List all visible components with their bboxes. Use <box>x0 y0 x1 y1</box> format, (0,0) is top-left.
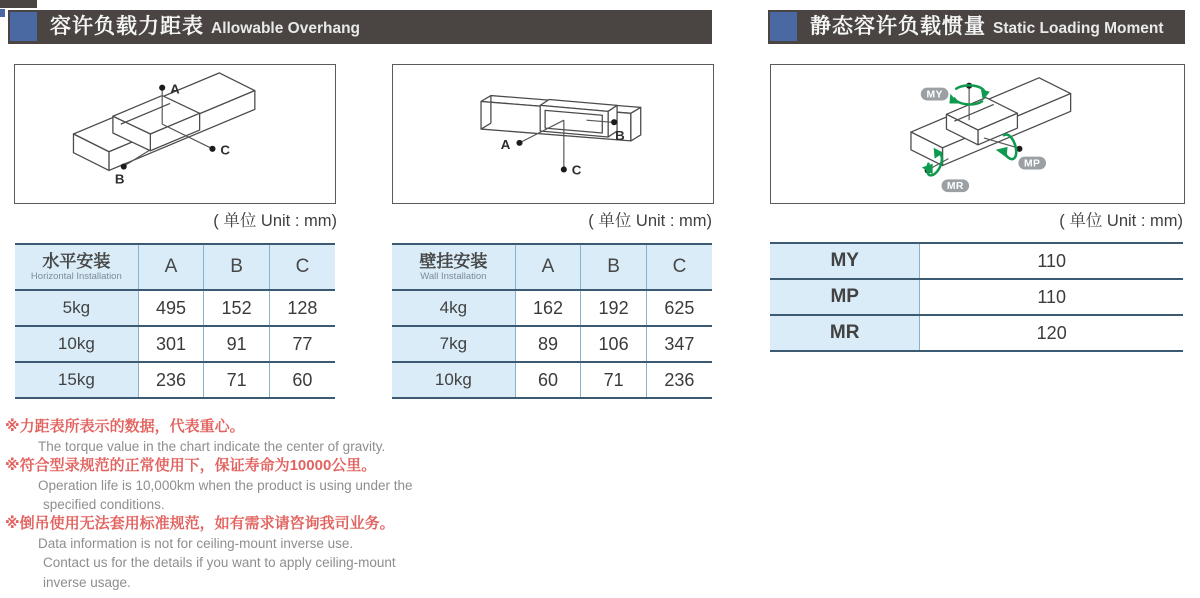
table-row <box>770 243 1183 279</box>
value-cell: 347 <box>646 326 712 362</box>
moment-cell: MY <box>770 243 920 279</box>
column-header-c: C <box>269 244 335 290</box>
value-cell: 60 <box>515 362 581 398</box>
horizontal-installation-table <box>15 243 335 399</box>
value-cell: 60 <box>269 362 335 398</box>
moment-label-mr: MR <box>946 181 964 193</box>
page-edge-artifact-blue <box>0 9 5 17</box>
point-label-a: A <box>170 81 180 97</box>
load-cell: 15kg <box>15 362 138 398</box>
horizontal-installation-diagram <box>14 64 336 204</box>
footnote-en: specified conditions. <box>43 497 165 512</box>
moment-cell: MR <box>770 315 920 351</box>
point-label-b: B <box>114 171 125 187</box>
value-cell: 77 <box>269 326 335 362</box>
value-cell: 236 <box>138 362 204 398</box>
moment-label-my: MY <box>926 89 943 101</box>
header-en: Wall Installation <box>420 271 487 282</box>
load-cell: 10kg <box>392 362 515 398</box>
table-row <box>392 326 712 362</box>
value-cell: 71 <box>581 362 647 398</box>
page-edge-artifact-dark <box>0 0 37 8</box>
moment-label-mp: MP <box>1024 158 1041 170</box>
static-moment-diagram <box>770 64 1185 204</box>
unit-label: ( 单位 Unit : mm) <box>588 212 712 230</box>
footnote-zh: ※符合型录规范的正常使用下，保证寿命为10000公里。 <box>5 457 377 474</box>
load-cell: 7kg <box>392 326 515 362</box>
table-row <box>392 290 712 326</box>
column-header-a: A <box>515 244 581 290</box>
load-cell: 5kg <box>15 290 138 326</box>
point-label-b: B <box>615 127 625 143</box>
footnotes <box>5 417 485 592</box>
unit-label: ( 单位 Unit : mm) <box>213 212 337 230</box>
section-title <box>50 10 360 44</box>
accent-square <box>770 12 797 41</box>
value-cell: 192 <box>581 290 647 326</box>
value-cell: 236 <box>646 362 712 398</box>
point-label-c: C <box>571 162 582 178</box>
value-cell: 91 <box>204 326 270 362</box>
wall-installation-table <box>392 243 712 399</box>
section-header-static-loading-moment <box>768 10 1185 44</box>
table-row <box>770 315 1183 351</box>
section-header-allowable-overhang <box>8 10 712 44</box>
section-title-en: Static Loading Moment <box>993 20 1164 37</box>
section-title <box>810 10 1164 44</box>
table-row <box>15 326 335 362</box>
footnote-en: The torque value in the chart indicate the center of gravity. <box>38 438 386 454</box>
header-zh: 壁挂安装 <box>419 252 488 271</box>
value-cell: 152 <box>204 290 270 326</box>
value-cell: 301 <box>138 326 204 362</box>
value-cell: 110 <box>920 279 1183 315</box>
table-header-cell <box>15 244 138 290</box>
table-row <box>770 279 1183 315</box>
point-label-c: C <box>220 142 230 158</box>
column-header-b: B <box>581 244 647 290</box>
rotation-arrowhead-mp <box>996 147 1008 158</box>
section-title-en: Allowable Overhang <box>211 20 361 37</box>
load-cell: 10kg <box>15 326 138 362</box>
value-cell: 89 <box>515 326 581 362</box>
table-header-cell <box>392 244 515 290</box>
moment-cell: MP <box>770 279 920 315</box>
footnote-zh: ※力距表所表示的数据，代表重心。 <box>5 418 245 435</box>
value-cell: 120 <box>920 315 1183 351</box>
section-title-zh: 容许负载力距表 <box>50 15 204 38</box>
table-row <box>15 362 335 398</box>
point-label-a: A <box>500 136 511 152</box>
section-title-zh: 静态容许负载惯量 <box>810 15 986 38</box>
footnote-en: Operation life is 10,000km when the product is using under the <box>38 477 413 493</box>
static-moment-table <box>770 242 1183 352</box>
table-row <box>15 290 335 326</box>
footnote-en: Data information is not for ceiling-mount inverse use. <box>38 536 354 551</box>
column-header-a: A <box>138 244 204 290</box>
value-cell: 106 <box>581 326 647 362</box>
accent-square <box>10 12 37 41</box>
load-cell: 4kg <box>392 290 515 326</box>
value-cell: 110 <box>920 243 1183 279</box>
value-cell: 71 <box>204 362 270 398</box>
value-cell: 625 <box>646 290 712 326</box>
column-header-b: B <box>204 244 270 290</box>
column-header-c: C <box>646 244 712 290</box>
value-cell: 162 <box>515 290 581 326</box>
value-cell: 495 <box>138 290 204 326</box>
header-en: Horizontal Installation <box>30 271 122 282</box>
header-zh: 水平安装 <box>42 252 111 271</box>
footnote-zh: ※倒吊使用无法套用标准规范，如有需求请咨询我司业务。 <box>5 515 395 533</box>
footnote-en: inverse usage. <box>43 574 131 590</box>
wall-installation-diagram <box>392 64 714 204</box>
footnote-en: Contact us for the details if you want to apply ceiling-mount <box>43 555 396 571</box>
table-row <box>392 362 712 398</box>
value-cell: 128 <box>269 290 335 326</box>
unit-label: ( 单位 Unit : mm) <box>1059 212 1183 230</box>
carriage-3d <box>540 100 617 137</box>
